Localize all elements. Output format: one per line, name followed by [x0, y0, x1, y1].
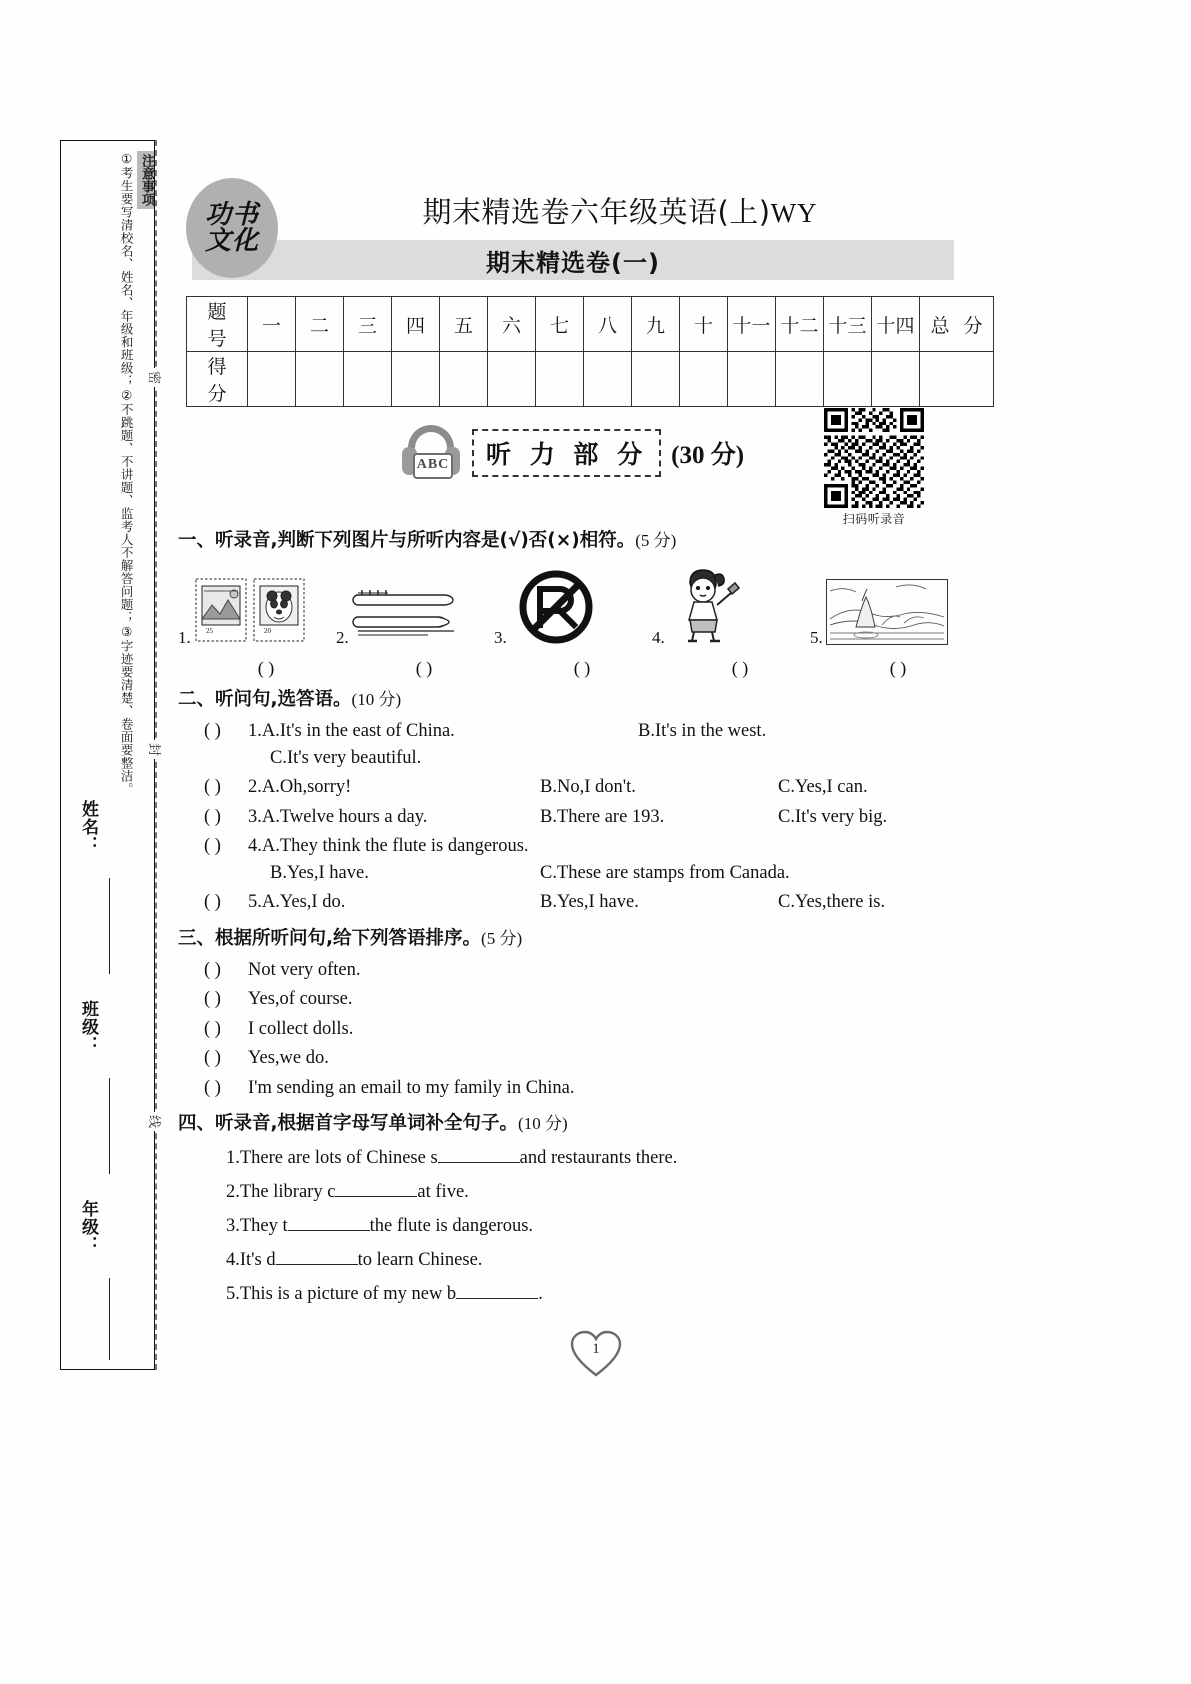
- order-item-2: [178, 990, 968, 1009]
- fill-item-1: [226, 1147, 968, 1169]
- answer-bracket-2[interactable]: ( ): [415, 658, 433, 678]
- order-item-1: [178, 961, 968, 980]
- score-table-header-row: [187, 297, 994, 352]
- mc-4-option-a[interactable]: A.They think the flute is dangerous.: [261, 836, 529, 856]
- mc-3-number: 3.: [248, 806, 262, 827]
- score-table-q-7: 七: [536, 297, 584, 352]
- exam-content: [178, 520, 968, 1305]
- order-text-3: I collect dolls.: [248, 1018, 354, 1039]
- landscape-photo-icon: [826, 579, 948, 650]
- fill-1-pre: There are lots of Chinese s: [239, 1148, 438, 1168]
- score-table-q-2: 二: [296, 297, 344, 352]
- order-text-4: Yes,we do.: [248, 1048, 329, 1068]
- mc-answer-bracket-4[interactable]: ( ): [204, 836, 221, 856]
- score-cell-3[interactable]: [344, 352, 392, 407]
- fill-item-2: [226, 1181, 968, 1203]
- headphone-icon: [400, 425, 462, 481]
- picture-number-3: 3.: [494, 628, 507, 647]
- mc-5-option-a[interactable]: A.Yes,I do.: [261, 892, 346, 912]
- score-cell-13[interactable]: [824, 352, 872, 407]
- seal-char-1: 密: [146, 368, 165, 387]
- qr-code-block: [824, 408, 924, 527]
- notice-label: 注意事项: [137, 151, 154, 209]
- score-cell-5[interactable]: [440, 352, 488, 407]
- section-1-picture-row: [178, 560, 968, 650]
- no-entry-sign-icon: [510, 569, 602, 650]
- headphone-abc-label: ABC: [413, 453, 453, 479]
- mc-item-3-body: [248, 808, 968, 827]
- mc-1-option-c[interactable]: C.It's very beautiful.: [270, 747, 422, 768]
- picture-item-2: [336, 573, 494, 650]
- answer-bracket-4[interactable]: ( ): [731, 658, 749, 678]
- fill-5-number: 5.: [226, 1284, 240, 1304]
- picture-number-5: 5.: [810, 628, 823, 647]
- score-table-q-10: 十: [680, 297, 728, 352]
- section-3-points: (5 分): [481, 928, 523, 948]
- mc-item-1: [178, 722, 968, 741]
- order-text-2: Yes,of course.: [248, 989, 353, 1009]
- fill-2-post: at five.: [417, 1182, 469, 1202]
- section-2-title: 二、听问句,选答语。: [178, 689, 352, 710]
- listening-part-banner: [400, 425, 744, 481]
- mc-1-option-a[interactable]: A.It's in the east of China.: [261, 721, 455, 741]
- listening-title: 听 力 部 分: [472, 429, 661, 477]
- score-cell-12[interactable]: [776, 352, 824, 407]
- mc-5-number: 5.: [248, 892, 262, 912]
- field-name-label: 姓名：: [78, 800, 98, 854]
- mc-item-1-c-body: [248, 749, 968, 768]
- order-bracket-1[interactable]: ( ): [204, 959, 221, 980]
- student-info-fields: [62, 800, 154, 1360]
- mc-item-1-option-c-line: [178, 749, 968, 768]
- mc-item-3: [178, 808, 968, 827]
- score-table-q-14: 十四: [872, 297, 920, 352]
- mc-4-option-b[interactable]: B.Yes,I have.: [270, 862, 369, 883]
- mc-item-5-body: [248, 893, 968, 912]
- svg-text:20: 20: [263, 627, 271, 635]
- mc-answer-bracket-3[interactable]: ( ): [204, 806, 221, 827]
- qr-code-icon[interactable]: [824, 408, 924, 508]
- picture-item-3: [494, 569, 652, 650]
- fill-item-5: [226, 1283, 968, 1305]
- score-cell-14[interactable]: [872, 352, 920, 407]
- picture-item-5: [810, 579, 968, 650]
- publisher-logo: [186, 178, 278, 278]
- order-item-4: [178, 1049, 968, 1068]
- paper-subtitle: 期末精选卷(一): [486, 248, 660, 277]
- fill-1-number: 1.: [226, 1148, 240, 1168]
- mc-4-option-c[interactable]: C.These are stamps from Canada.: [540, 862, 790, 883]
- page-title-code: WY: [770, 198, 818, 228]
- logo-line-1: 功书: [204, 200, 259, 230]
- qr-caption: 扫码听录音: [842, 512, 906, 526]
- picture-item-4: [652, 565, 810, 650]
- section-2-heading: [178, 685, 968, 711]
- score-cell-10[interactable]: [680, 352, 728, 407]
- seal-char-3: 线: [146, 1112, 165, 1131]
- order-text-5: I'm sending an email to my family in China.: [248, 1077, 575, 1098]
- mc-item-4-bc-body: [248, 864, 968, 883]
- mc-1-option-b[interactable]: B.It's in the west.: [638, 721, 767, 741]
- fill-item-4: [226, 1249, 968, 1271]
- answer-bracket-1[interactable]: ( ): [257, 658, 275, 678]
- mc-item-5: [178, 893, 968, 912]
- mc-2-option-c[interactable]: C.Yes,I can.: [778, 777, 868, 797]
- field-grade-label: 年级：: [78, 1200, 98, 1254]
- score-table-q-13: 十三: [824, 297, 872, 352]
- mc-item-2: [178, 778, 968, 797]
- logo-line-2: 文化: [204, 226, 259, 256]
- field-class-line[interactable]: [109, 1078, 110, 1174]
- fill-2-blank[interactable]: [335, 1181, 417, 1197]
- cutlery-icon: [352, 573, 480, 650]
- score-table-q-1: 一: [248, 297, 296, 352]
- section-1-points: (5 分): [635, 531, 677, 550]
- field-class-label: 班级：: [78, 1000, 98, 1054]
- score-table-label-question: 题 号: [187, 297, 248, 352]
- order-item-3: [178, 1020, 968, 1039]
- mc-2-option-a[interactable]: A.Oh,sorry!: [261, 777, 352, 797]
- score-table-label-total: 总 分: [920, 297, 994, 352]
- page-title-main: 期末精选卷六年级英语(上): [422, 195, 771, 229]
- score-table: [186, 296, 994, 407]
- field-name-line[interactable]: [109, 878, 110, 974]
- order-bracket-3[interactable]: ( ): [204, 1018, 221, 1039]
- fill-1-post: and restaurants there.: [519, 1148, 678, 1168]
- field-grade-line[interactable]: [109, 1278, 110, 1360]
- fill-4-post: to learn Chinese.: [357, 1250, 483, 1270]
- order-item-5: [178, 1079, 968, 1098]
- picture-number-4: 4.: [652, 628, 665, 647]
- fill-4-pre: It's d: [239, 1250, 276, 1270]
- score-table-q-9: 九: [632, 297, 680, 352]
- score-cell-11[interactable]: [728, 352, 776, 407]
- score-table-q-5: 五: [440, 297, 488, 352]
- score-table-q-8: 八: [584, 297, 632, 352]
- mc-item-1-body: [248, 722, 968, 741]
- picture-item-1: [178, 573, 336, 650]
- order-bracket-5[interactable]: ( ): [204, 1077, 221, 1098]
- mc-answer-bracket-5[interactable]: ( ): [204, 892, 221, 912]
- fill-3-post: the flute is dangerous.: [369, 1216, 534, 1236]
- seal-char-2: 封: [146, 740, 165, 759]
- score-cell-total[interactable]: [920, 352, 994, 407]
- mc-3-option-a[interactable]: A.Twelve hours a day.: [261, 806, 428, 827]
- section-3-title: 三、根据所听问句,给下列答语排序。: [178, 927, 482, 949]
- mc-item-4: [178, 837, 968, 856]
- score-table-q-3: 三: [344, 297, 392, 352]
- mc-4-number: 4.: [248, 836, 262, 856]
- section-4-heading: [178, 1109, 968, 1135]
- score-cell-8[interactable]: [584, 352, 632, 407]
- score-table-q-11: 十一: [728, 297, 776, 352]
- order-bracket-2[interactable]: ( ): [204, 989, 221, 1009]
- fill-item-3: [226, 1215, 968, 1237]
- score-cell-7[interactable]: [536, 352, 584, 407]
- score-cell-2[interactable]: [296, 352, 344, 407]
- mc-5-option-c[interactable]: C.Yes,there is.: [778, 892, 886, 912]
- section-1-heading: [178, 526, 968, 552]
- page-title: [280, 190, 960, 231]
- fill-2-number: 2.: [226, 1182, 240, 1202]
- fill-3-pre: They t: [239, 1216, 288, 1236]
- section-3-heading: [178, 924, 968, 950]
- score-table-score-row: [187, 352, 994, 407]
- section-4-points: (10 分): [518, 1114, 568, 1133]
- score-table-label-score: 得 分: [187, 352, 248, 407]
- section-1-title: 一、听录音,判断下列图片与所听内容是(√)否(×)相符。: [178, 530, 636, 551]
- score-cell-4[interactable]: [392, 352, 440, 407]
- section-1-answer-brackets: [178, 658, 968, 679]
- girl-sweeping-icon: [668, 565, 740, 650]
- mc-3-option-c[interactable]: C.It's very big.: [778, 806, 888, 827]
- mc-answer-bracket-1[interactable]: ( ): [204, 721, 221, 741]
- order-text-1: Not very often.: [248, 959, 361, 980]
- order-bracket-4[interactable]: ( ): [204, 1048, 221, 1068]
- mc-2-number: 2.: [248, 777, 262, 797]
- mc-3-option-b[interactable]: B.There are 193.: [540, 806, 665, 827]
- listening-points: (30 分): [671, 442, 745, 469]
- fill-1-blank[interactable]: [438, 1147, 520, 1163]
- score-cell-6[interactable]: [488, 352, 536, 407]
- paper-subtitle-bar: [192, 240, 954, 280]
- mc-5-option-b[interactable]: B.Yes,I have.: [540, 892, 639, 912]
- mc-item-4-body: [248, 837, 968, 856]
- score-table-q-12: 十二: [776, 297, 824, 352]
- stamps-icon: [194, 573, 312, 650]
- notice-text: ①考生要写清校名、姓名、年级和班级；②不跳题、不讲题、监考人不解答问题；③字迹要清楚、卷面要整洁。: [119, 151, 135, 796]
- score-cell-1[interactable]: [248, 352, 296, 407]
- fill-4-blank[interactable]: [276, 1249, 358, 1265]
- fill-2-pre: The library c: [239, 1182, 336, 1202]
- fill-5-post: .: [538, 1284, 543, 1304]
- svg-text:25: 25: [205, 627, 213, 635]
- fill-5-pre: This is a picture of my new b: [239, 1284, 457, 1304]
- mc-answer-bracket-2[interactable]: ( ): [204, 777, 221, 797]
- mc-item-2-body: [248, 778, 968, 797]
- score-table-q-4: 四: [392, 297, 440, 352]
- section-4-title: 四、听录音,根据首字母写单词补全句子。: [178, 1113, 519, 1134]
- answer-bracket-3[interactable]: ( ): [573, 658, 591, 678]
- fill-3-blank[interactable]: [288, 1215, 370, 1231]
- score-cell-9[interactable]: [632, 352, 680, 407]
- score-table-q-6: 六: [488, 297, 536, 352]
- notice-block: [62, 145, 154, 796]
- mc-1-number: 1.: [248, 721, 262, 741]
- picture-number-1: 1.: [178, 628, 191, 647]
- fill-5-blank[interactable]: [456, 1283, 538, 1299]
- fill-4-number: 4.: [226, 1250, 240, 1270]
- fill-3-number: 3.: [226, 1216, 240, 1236]
- mc-2-option-b[interactable]: B.No,I don't.: [540, 777, 636, 797]
- mc-item-4-options-bc-line: [178, 864, 968, 883]
- page-number: 1: [592, 1341, 600, 1357]
- picture-number-2: 2.: [336, 628, 349, 647]
- answer-bracket-5[interactable]: ( ): [889, 658, 907, 678]
- section-2-points: (10 分): [351, 690, 402, 709]
